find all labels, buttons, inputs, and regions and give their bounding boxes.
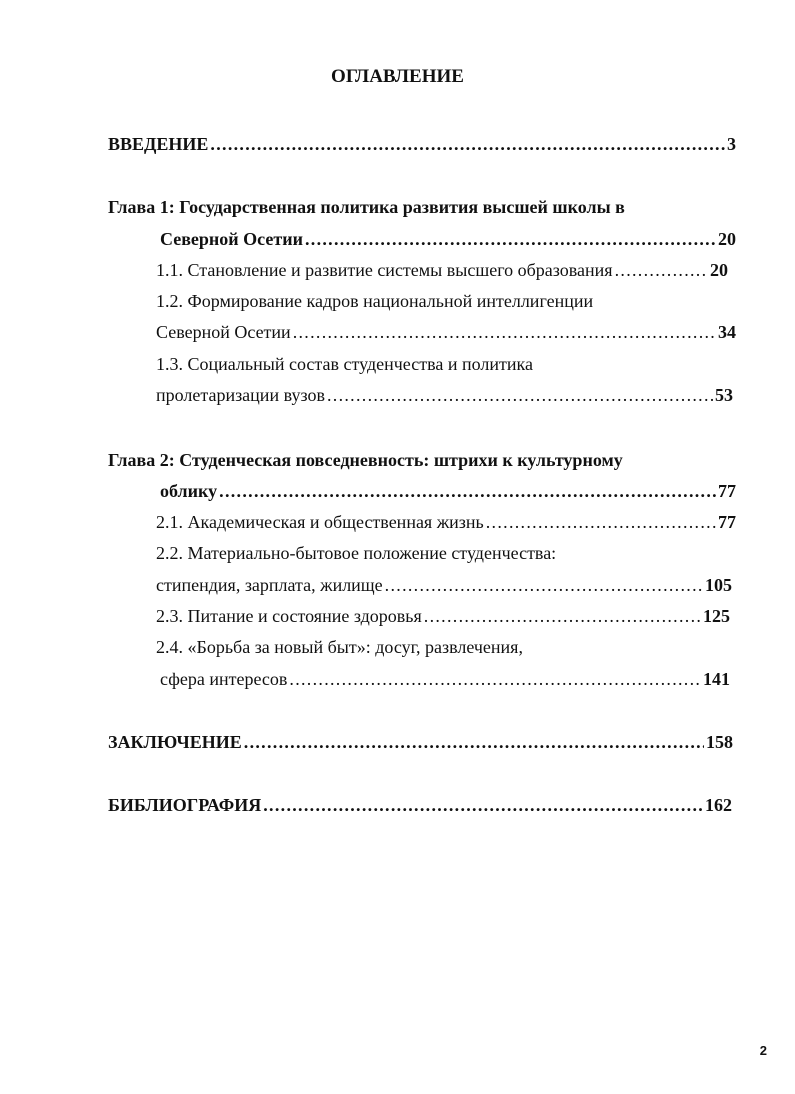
- toc-page-number: 162: [705, 795, 732, 815]
- dot-leader: [263, 792, 703, 818]
- dot-leader: [327, 382, 713, 408]
- toc-entry-text: 2.1. Академическая и общественная жизнь: [156, 512, 484, 532]
- toc-entry-chapter2: [160, 478, 736, 504]
- toc-entry-text: Северной Осетии: [160, 229, 303, 249]
- toc-entry-text: БИБЛИОГРАФИЯ: [108, 795, 262, 815]
- page-title: ОГЛАВЛЕНИЕ: [331, 66, 464, 87]
- toc-page-number: 34: [718, 322, 736, 342]
- toc-chapter1-heading: Глава 1: Государственная политика развития высшей школы в: [108, 197, 625, 217]
- toc-section-2-4-line1: 2.4. «Борьба за новый быт»: досуг, развлечения,: [156, 637, 523, 657]
- toc-page-number: 20: [710, 260, 728, 280]
- toc-entry-text: сфера интересов: [160, 669, 288, 689]
- toc-entry-chapter1: [160, 226, 736, 252]
- toc-entry-text: стипендия, зарплата, жилище: [156, 575, 383, 595]
- dot-leader: [615, 257, 708, 283]
- toc-entry-text: ЗАКЛЮЧЕНИЕ: [108, 732, 242, 752]
- dot-leader: [385, 572, 703, 598]
- toc-section-1-2-line1: 1.2. Формирование кадров национальной интеллигенции: [156, 291, 594, 311]
- toc-entry-text: Северной Осетии: [156, 322, 291, 342]
- toc-page-number: 77: [718, 512, 736, 532]
- dot-leader: [244, 729, 704, 755]
- dot-leader: [486, 509, 716, 535]
- toc-entry-text: 2.3. Питание и состояние здоровья: [156, 606, 422, 626]
- toc-page-number: 77: [718, 481, 736, 501]
- page-number: 2: [759, 1043, 767, 1058]
- toc-page-number: 141: [703, 669, 730, 689]
- toc-entry-section-2-1: [156, 509, 736, 535]
- toc-entry-bibliography: [108, 792, 732, 818]
- toc-chapter2-heading: Глава 2: Студенческая повседневность: штрихи к культурному: [108, 450, 623, 470]
- toc-entry-section-1-1: [156, 257, 728, 283]
- toc-page-number: 105: [705, 575, 732, 595]
- toc-entry-conclusion: [108, 729, 733, 755]
- toc-entry-introduction: [108, 131, 736, 157]
- toc-entry-section-1-2: [156, 319, 736, 345]
- toc-entry-section-2-4: [160, 666, 730, 692]
- toc-entry-section-2-3: [156, 603, 730, 629]
- dot-leader: [293, 319, 716, 345]
- dot-leader: [210, 131, 725, 157]
- toc-entry-section-2-2: [156, 572, 732, 598]
- dot-leader: [289, 666, 701, 692]
- toc-page-number: 53: [715, 385, 733, 405]
- dot-leader: [424, 603, 701, 629]
- dot-leader: [219, 478, 716, 504]
- toc-section-2-2-line1: 2.2. Материально-бытовое положение студенчества:: [156, 543, 557, 563]
- toc-entry-section-1-3: [156, 382, 733, 408]
- toc-entry-text: ВВЕДЕНИЕ: [108, 134, 209, 154]
- toc-entry-text: 1.1. Становление и развитие системы высшего образования: [156, 260, 613, 280]
- toc-entry-text: пролетаризации вузов: [156, 385, 325, 405]
- toc-page-number: 158: [706, 732, 733, 752]
- toc-page-number: 3: [727, 134, 736, 154]
- toc-entry-text: облику: [160, 481, 218, 501]
- toc-page-number: 20: [718, 229, 736, 249]
- dot-leader: [305, 226, 716, 252]
- toc-section-1-3-line1: 1.3. Социальный состав студенчества и политика: [156, 354, 533, 374]
- toc-page-number: 125: [703, 606, 730, 626]
